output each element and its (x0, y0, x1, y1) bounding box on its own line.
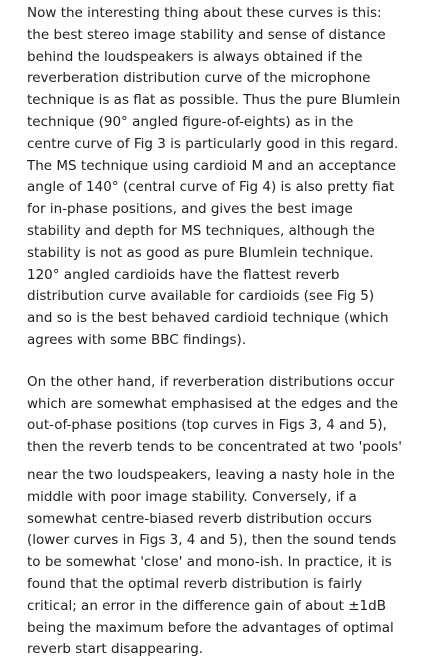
text-line: 120° angled cardioids have the flattest reverb (27, 266, 340, 283)
text-line: near the two loudspeakers, leaving a nasty hole in the (27, 466, 395, 483)
text-line: distribution curve available for cardioids (see Fig 5) (27, 288, 375, 305)
paragraph-2-part-1 (27, 372, 419, 459)
text-line: somewhat centre-biased reverb distribution occurs (27, 510, 372, 527)
text-line: stability and depth for MS techniques, although the (27, 222, 375, 239)
text-line: centre curve of Fig 3 is particularly good in this regard. (27, 135, 399, 152)
text-line: reverb start disappearing. (27, 641, 204, 658)
text-line: (lower curves in Figs 3, 4 and 5), then the sound tends (27, 532, 397, 549)
document-body (27, 3, 419, 661)
text-line: angle of 140° (central curve of Fig 4) is also pretty fiat (27, 179, 395, 196)
text-line: and so is the best behaved cardioid technique (which (27, 310, 389, 327)
paragraph-spacer (27, 352, 419, 372)
text-line: found that the optimal reverb distribution is fairly (27, 575, 363, 592)
text-line: behind the loudspeakers is always obtained if the (27, 48, 363, 65)
text-line: to be somewhat 'close' and mono-ish. In practice, it is (27, 554, 392, 571)
text-line: the best stereo image stability and sense of distance (27, 26, 386, 43)
text-line: agrees with some BBC findings). (27, 331, 247, 348)
text-line: Now the interesting thing about these curves is this: (27, 5, 382, 21)
text-line: critical; an error in the difference gain of about ±1dB (27, 597, 386, 614)
text-line: technique is as flat as possible. Thus the pure Blumlein (27, 92, 401, 109)
paragraph-1 (27, 3, 419, 352)
text-line: which are somewhat emphasised at the edges and the (27, 395, 399, 412)
text-line: technique (90° angled figure-of-eights) as in the (27, 113, 354, 130)
text-line: being the maximum before the advantages of optimal (27, 619, 394, 636)
paragraph-2-part-2 (27, 465, 419, 661)
text-line: reverberation distribution curve of the microphone (27, 70, 371, 87)
text-line: out-of-phase positions (top curves in Figs 3, 4 and 5), (27, 417, 387, 434)
text-line: The MS technique using cardioid M and an acceptance (27, 157, 397, 174)
text-line: On the other hand, if reverberation distributions occur (27, 373, 395, 390)
text-line: stability is not as good as pure Blumlein technique. (27, 244, 374, 261)
text-line: then the reverb tends to be concentrated at two 'pools' (27, 439, 402, 456)
text-line: middle with poor image stability. Conversely, if a (27, 488, 357, 505)
text-line: for in-phase positions, and gives the best image (27, 201, 353, 218)
